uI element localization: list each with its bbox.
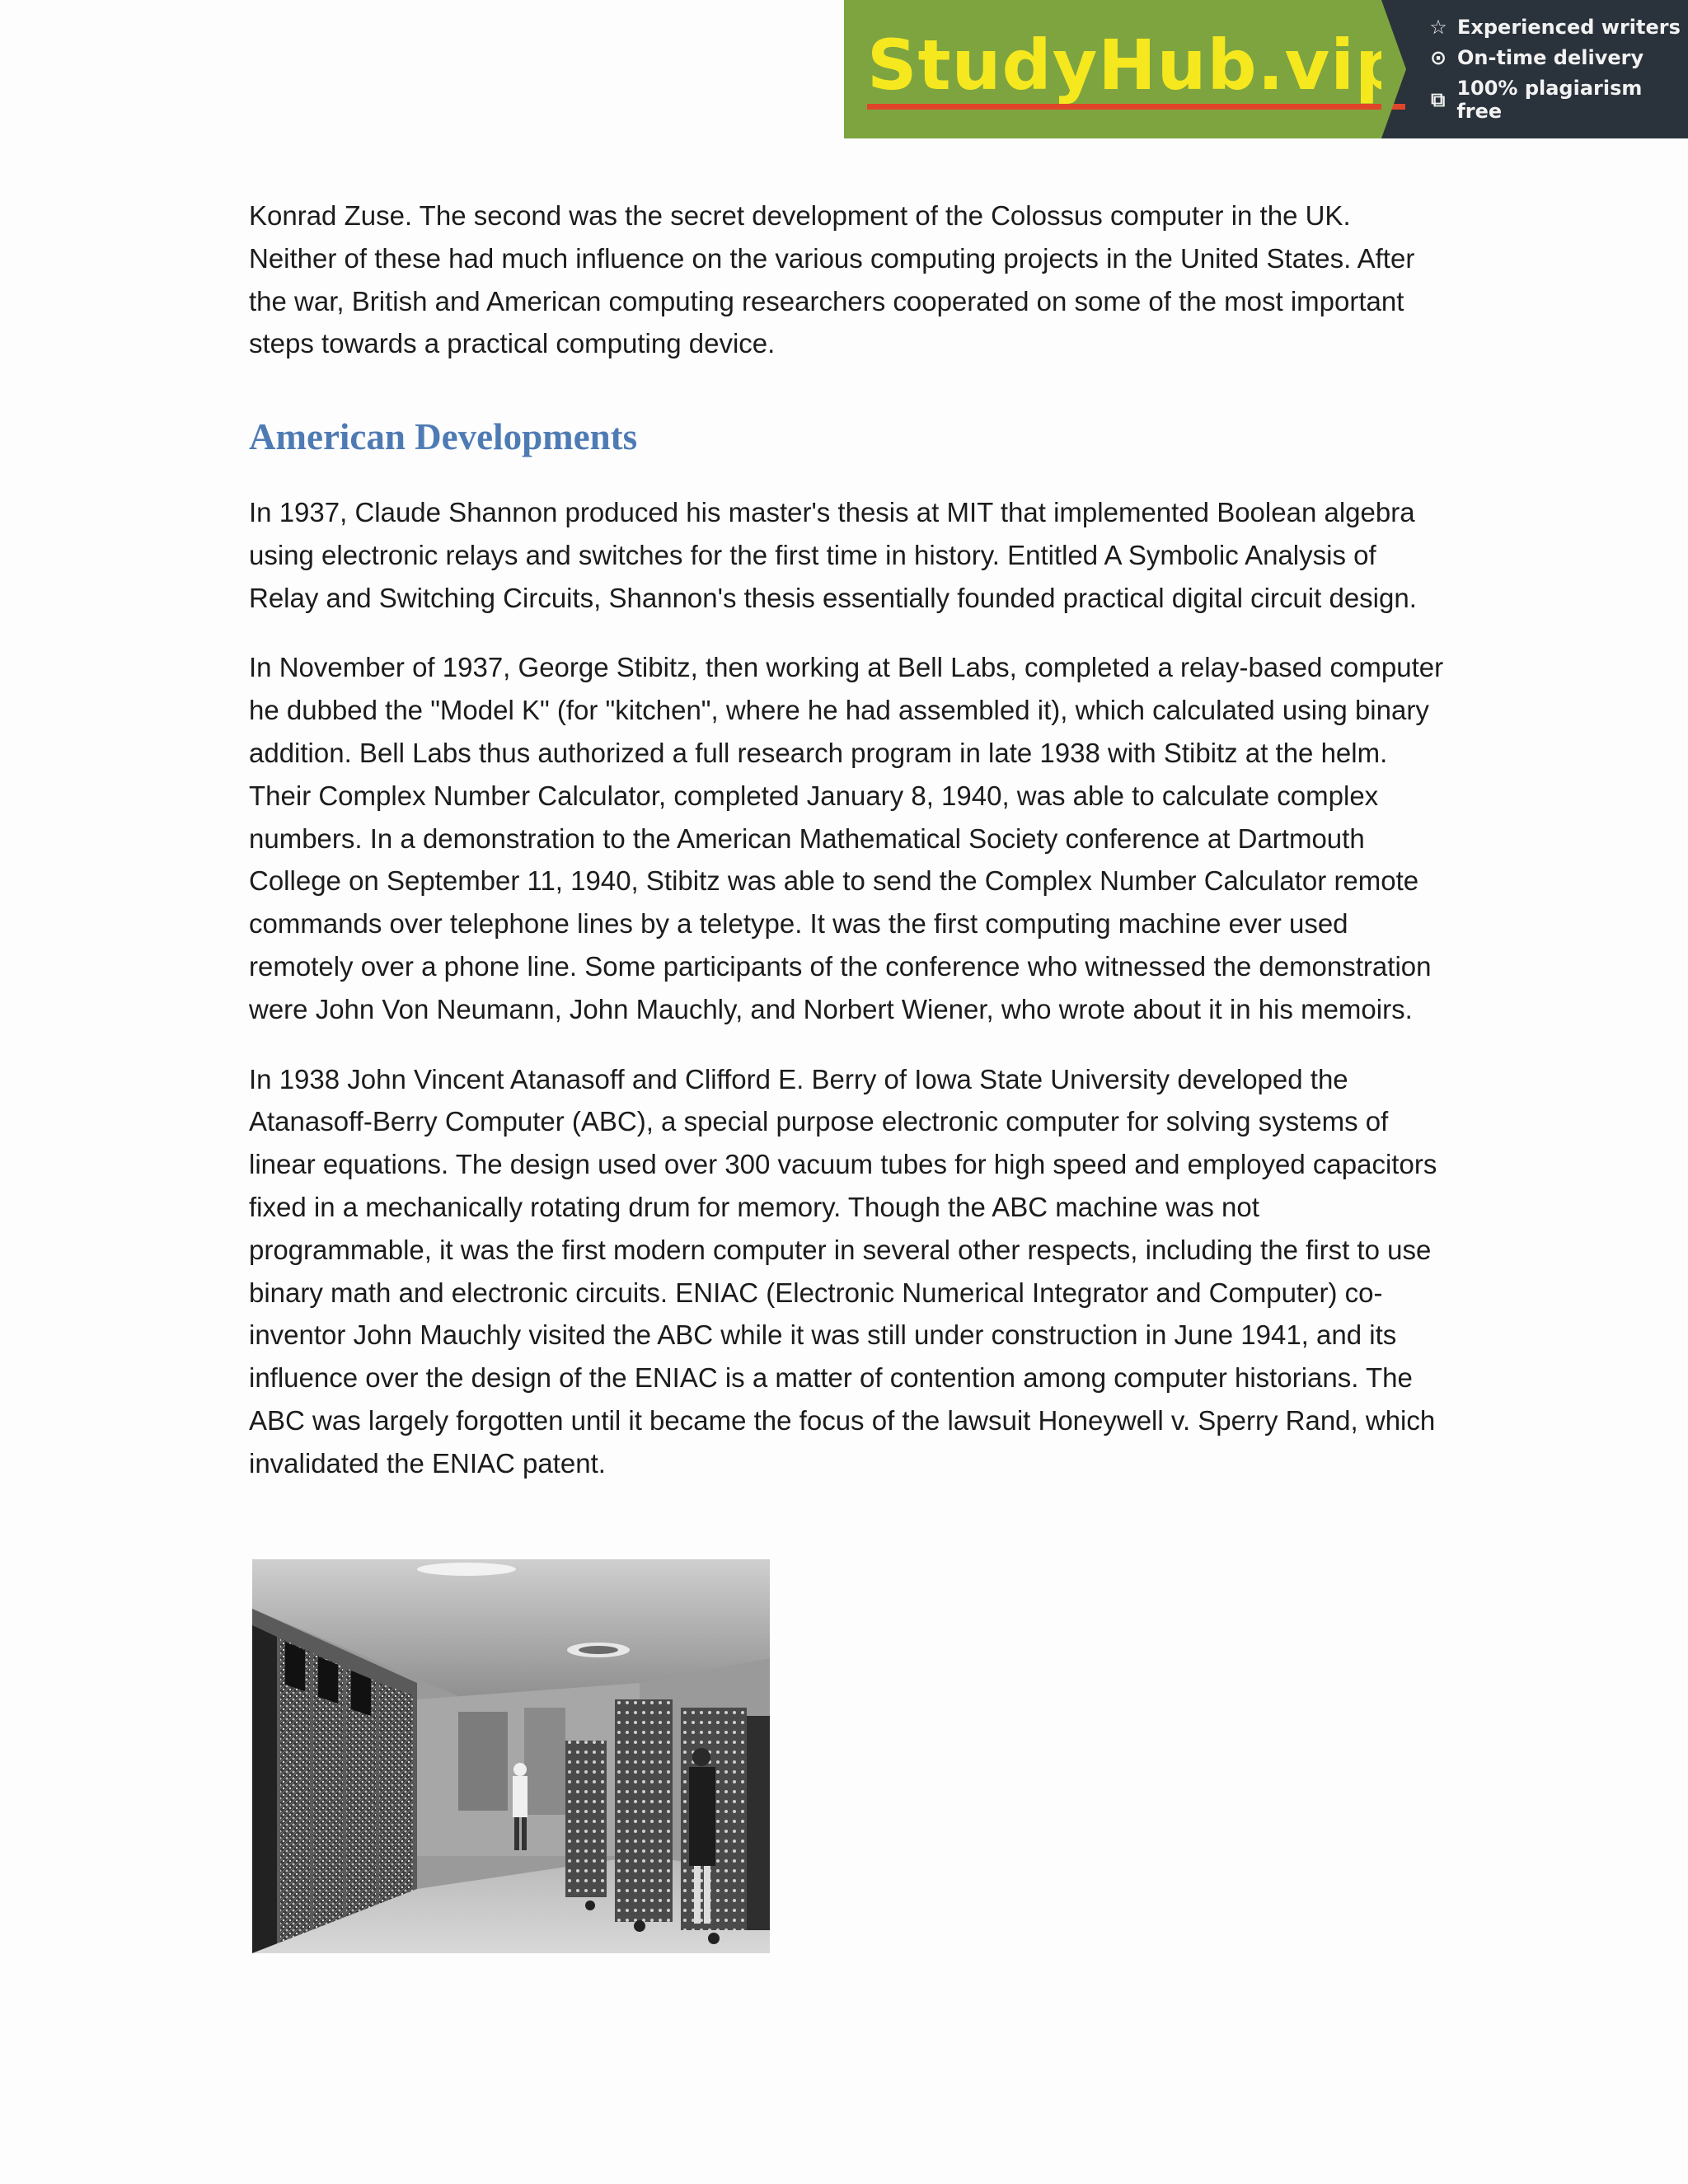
feature-experienced-writers (1428, 16, 1688, 39)
section-heading: American Developments (249, 416, 638, 457)
studyhub-logo: StudyHub.vip (867, 29, 1405, 109)
paragraph-shannon: In 1937, Claude Shannon produced his master's thesis at MIT that implemented Boolean algebra using electronic relays and switches for the first time in history. Entitled A Symbolic Analysis of Relay and Switching Circuits, Shannon's thesis essentially founded practical digital circuit design. (249, 497, 1417, 613)
intro-paragraph: Konrad Zuse. The second was the secret development of the Colossus computer in the UK. Neither of these had much influence on the various computing projects in the United States. After the war, British and American computing researchers cooperated on some of the most important steps towards a practical computing device. (249, 200, 1415, 359)
banner-features (1381, 0, 1688, 138)
feature-label: Experienced writers (1457, 16, 1681, 39)
clock-icon: ⊙ (1429, 46, 1447, 69)
paragraph-atanasoff: In 1938 John Vincent Atanasoff and Clifford E. Berry of Iowa State University developed the Atanasoff-Berry Computer (ABC), a special purpose electronic computer for solving systems of linear equations. The design used over 300 vacuum tubes for high speed and employed capacitors fixed in a mechanically rotating drum for memory. Though the ABC machine was not programmable, it was the first modern computer in several other respects, including the first to use binary math and electronic circuits. ENIAC (Electronic Numerical Integrator and Computer) co-inventor John Mauchly visited the ABC while it was still under construction in June 1941, and its influence over the design of the ENIAC is a matter of contention among computer historians. The ABC was largely forgotten until it became the focus of the lawsuit Honeywell v. Sperry Rand, which invalidated the ENIAC patent. (249, 1063, 1437, 1479)
banner-brand (844, 0, 1406, 138)
eniac-photo (252, 1559, 770, 1953)
star-icon: ☆ (1429, 16, 1447, 39)
feature-label: On-time delivery (1457, 46, 1644, 69)
document-body (249, 194, 1444, 365)
feature-on-time-delivery (1428, 46, 1688, 69)
section-body (249, 491, 1444, 1485)
paragraph-stibitz: In November of 1937, George Stibitz, then working at Bell Labs, completed a relay-based computer he dubbed the "Model K" (for "kitchen", where he had assembled it), which calculated using binary addition. Bell Labs thus authorized a full research program in late 1938 with Stibitz at the helm. Their Complex Number Calculator, completed January 8, 1940, was able to calculate complex numbers. In a demonstration to the American Mathematical Society conference at Dartmouth College on September 11, 1940, Stibitz was able to send the Complex Number Calculator remote commands over telephone lines by a teletype. It was the first computing machine ever used remotely over a phone line. Some participants of the conference who witnessed the demonstration were John Von Neumann, John Mauchly, and Norbert Wiener, who wrote about it in his memoirs. (249, 652, 1444, 1024)
studyhub-banner[interactable] (844, 0, 1688, 138)
feature-plagiarism-free (1428, 77, 1688, 123)
feature-label: 100% plagiarism free (1456, 77, 1643, 123)
copy-icon: ⧉ (1431, 88, 1446, 111)
banner-arrow-tip (1381, 0, 1406, 138)
